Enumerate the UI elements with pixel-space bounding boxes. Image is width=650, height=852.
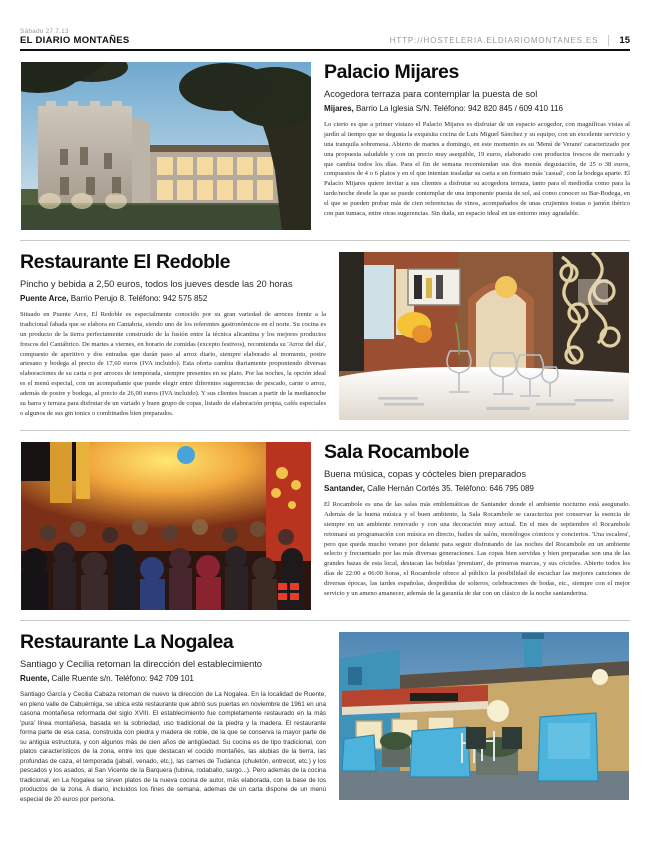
article-headline: Sala Rocambole — [324, 441, 470, 463]
masthead-meta — [390, 35, 630, 46]
article-text — [324, 61, 630, 231]
article-body: Santiago García y Cecilia Cabaza retoman de nuevo la dirección de La Nogalea. En la localidad de Ruente, en pleno valle de Cabuérniga, se ubica este restaurante que abrió sus puertas en noviembre de 1961 en una casona montañesa reformada del siglo XVIII. El establecimiento fue completamente restaurado en la más 'pura' línea montañesa, basada en la sobriedad, uso tradicional de la piedra y la madera. El restaurante forma parte de esa casa, construida con piedra y madera de roble, de la que se conserva la mayor parte de su antigua estructura, y con algunos más de cien años de antigüedad. Su cocina es de tipo tradicional, con platos característicos de la zona, entre los que destacan el cocido montañés, las alubias de la tierra, las profundas de caza, el temporada (jabalí, venado, etc.), las carnes de Tudanca (chuletón, entrecot, etc.) y los pescados y los asados, al San Vicente de la Barquera (lubina, rodaballo, sargo...). Pero además de la cocina tradicional, en La Nogalea se sirven platos de la nueva cocina de autor, más elaborada, con la base de los productos de la zona. A diario, incluidos los fines de semana, ademas de un carta dispone de un menú especial de 20 euros por persona. — [20, 691, 326, 803]
article-el-redoble — [20, 241, 630, 421]
article-text — [20, 251, 326, 421]
article-la-nogalea — [20, 621, 630, 804]
article-media — [338, 631, 630, 804]
article-headline: Palacio Mijares — [324, 61, 459, 83]
contact-location: Santander, — [324, 484, 365, 494]
publication-date: Sábado 27.7.13 — [20, 28, 69, 36]
photo-palacio-mijares — [20, 61, 312, 231]
page-number: 15 — [619, 35, 630, 46]
contact-location: Mijares, — [324, 104, 354, 114]
photo-restaurante-redoble — [338, 251, 630, 421]
masthead — [20, 0, 630, 51]
article-contact — [324, 104, 630, 113]
article-subhead: Buena música, copas y cócteles bien preparados — [324, 468, 526, 480]
photo-restaurante-nogalea — [338, 631, 630, 801]
article-media — [20, 61, 312, 231]
contact-address: Barrio Perujo 8. Teléfono: 942 575 852 — [68, 294, 208, 304]
article-sala-rocambole — [20, 431, 630, 611]
publication-name: EL DIARIO MONTAÑES — [20, 35, 130, 47]
article-body: Situado en Puente Arce, El Redoble es especialmente conocido por su gran variedad de arroces frente a la tradicional fabada que se elabora en Cantabria, siendo uno de los referentes gastronómicos en el norte. Su cocina es un producto de la tierra perfectamente construido de la fusión entre la técnica alicantina y los mejores productos frescos del Cantábrico. De martes a viernes, en horario de comidas (excepto festivos), recomienda su 'Arroz del día', compuesto de aperitivo y dos entradas que darán paso al arroz diario, siempre elaborado al momento, postre artesano y bodega al precio de 17,60 euros (IVA incluido). Esta oferta cambia diariamente proponiendo diversas elaboraciones de su carta o por arroces de temporada, siempre presentes en su plato. Por las noches, la opción ideal es el menú especial, con un acompañante que puede elegir entre diferentes sugerencias de pescado, carne o arroz, además de postre y bodega, al precio de 26,00 euros (IVA incluido). Y sus clientes buscan a partir de la medianoche su barra y terraza para disfrutar de un variado y buen grupo de copas, listado de elaboración propia, cafés especiales o algunos de sus gin tonics o combinados bien preparados. — [20, 311, 326, 417]
contact-location: Ruente, — [20, 674, 50, 684]
article-subhead: Acogedora terraza para contemplar la puesta de sol — [324, 88, 538, 100]
contact-address: Barrio La Iglesia S/N. Teléfono: 942 820 845 / 609 410 116 — [353, 104, 563, 114]
photo-sala-rocambole — [20, 441, 312, 611]
article-body: Lo cierto es que a primer vistazo el Palacio Mijares es disfrutar de un espacio acogedor, con magníficas vistas al jardín al tiempo que se degusta la exquisita cocina de Luis Miguel Sánchez y su equipo, con un excelente servicio y una tranquila sobremesa. Abierto de martes a domingo, en este momento es su 'Menú de Verano' caracterizado por una propuesta saludable y con un precio muy asequible, 19 euros, elaborado con productos frescos de mercado y que cambia todos los días. Para el fin de semana recomiendan sus dos menús degustación, de 25 o 38 euros, compuestos de 4 o 6 platos y en el que intentan trasladar su carta a un formato más 'casual', con la bodega aparte. El Palacio Mijares quiere invitar a sus clientes a disfrutar su acogedora terraza, tanto para el mediodía como para la tarde/noche desde la que se puede contemplar de una imponente puesta de sol, así como conocer su Bar-Bodega, en el que se pueden probar más de cien referencias de vinos, acompañados de unas crujientes tostas o jamón ibérico con pan tumaca, entre otras sugerencias. Sin duda, un espacio ideal en un entorno muy agradable. — [324, 121, 630, 218]
article-contact — [20, 674, 326, 683]
contact-address: Calle Ruente s/n. Teléfono: 942 709 101 — [49, 674, 194, 684]
article-contact — [20, 294, 326, 303]
section-url: HTTP://HOSTELERIA.ELDIARIOMONTANES.ES — [389, 36, 599, 45]
article-headline: Restaurante La Nogalea — [20, 631, 234, 653]
article-subhead: Santiago y Cecilia retoman la dirección del establecimiento — [20, 658, 262, 670]
masthead-divider — [608, 35, 609, 46]
article-headline: Restaurante El Redoble — [20, 251, 231, 273]
contact-location: Puente Arce, — [20, 294, 69, 304]
article-subhead: Pincho y bebida a 2,50 euros, todos los jueves desde las 20 horas — [20, 278, 293, 290]
article-media — [20, 441, 312, 611]
article-contact — [324, 484, 630, 493]
article-text — [324, 441, 630, 611]
article-body: El Rocambole es una de las salas más emblemáticas de Santander donde el ambiente nocturno está asegurado. Además de la buena música y el buen ambiente, la Sala Rocambole se caracteriza por conservar la esencia de siempre en un ambiente renovado y con una decoración muy actual. En el mes de septiembre el Rocambole retomará su programación con música en directo, bailes de salón, monólogos cómicos y conciertos. 'Una escalera', pero que queda mucho verano por delante para seguir disfrutando de las noches del Rocambole en un ambiente selecto y frecuentado por las más diversas generaciones. Las copas bien servidas y bien preparadas son una de las grandes bazas de esta local, destacan las bebidas 'premium', de primeras marcas, y sus cócteles. Abierto todos los días de 22:00 a 06:00 horas, el Rocambole ofrece al público la posibilidad de escuchar las mejores canciones de diversas épocas, las tardes españolas, despedidas de solteros, celebraciones de bodas, etc., siempre con el mejor servicio y un ameno amanecer, además de la garantía de dar con un clásico de la noche santanderina. — [324, 501, 630, 598]
article-media — [338, 251, 630, 421]
article-text — [20, 631, 326, 804]
article-palacio-mijares — [20, 51, 630, 231]
contact-address: Calle Hernán Cortés 35. Teléfono: 646 795 089 — [364, 484, 534, 494]
masthead-brand-block — [20, 29, 130, 46]
